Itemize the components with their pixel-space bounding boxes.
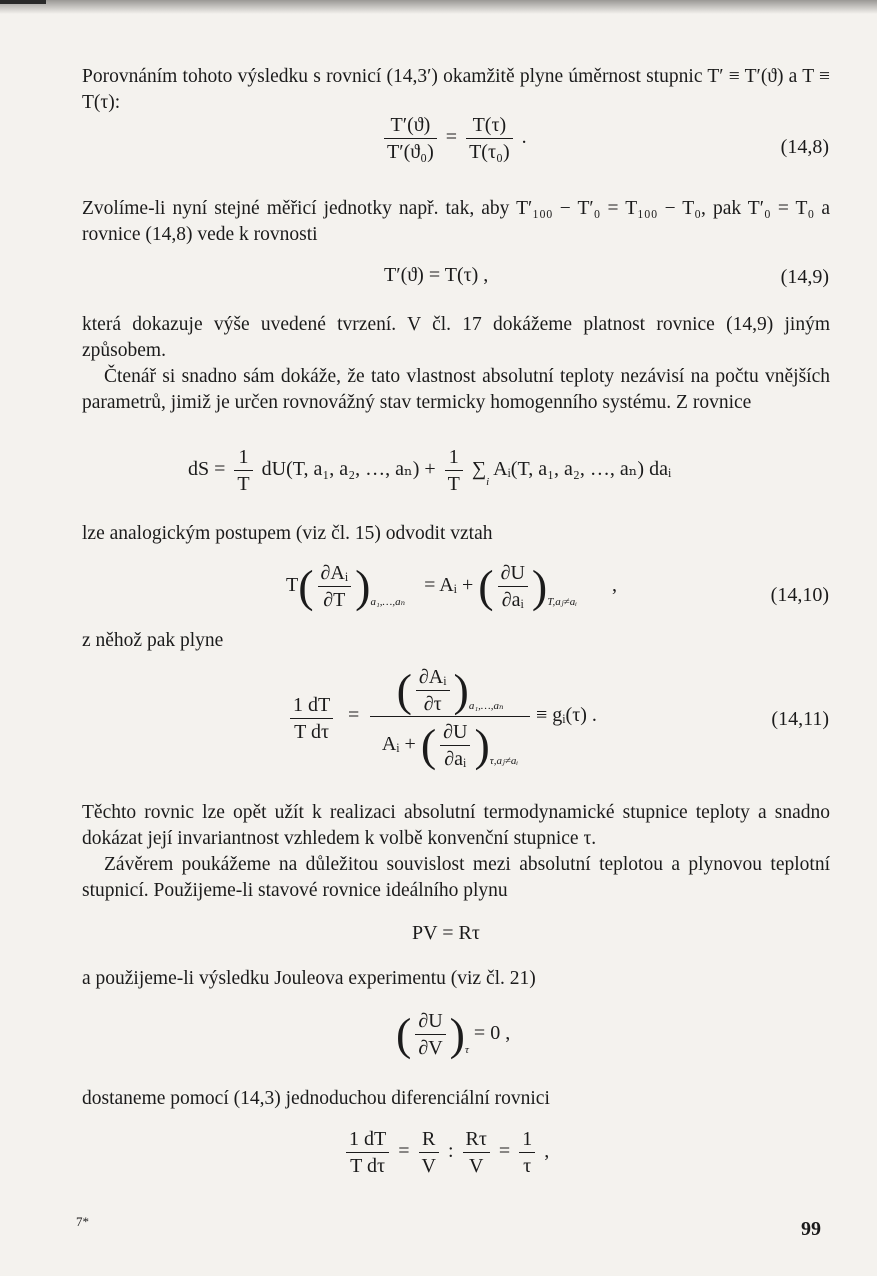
paragraph-8: Závěrem poukážeme na důležitou souvislost mezi absolutní teplotou a plynovou teplotní stupnicí. Použijeme-li stavové rovnice ideálního plynu [82,854,830,901]
numerator: ∂U [415,1008,445,1035]
held-constant-1: a₁,…,aₙ [468,700,504,713]
numerator: T(τ) [466,112,513,139]
right-paren: ) [453,664,469,716]
numerator: R [419,1126,439,1153]
denominator: ∂τ [423,693,442,715]
equals-sign: = [348,704,360,726]
A-plus: Aᵢ + [381,733,416,756]
signature-mark: 7* [76,1214,89,1229]
denominator: ∂aᵢ [501,589,524,611]
fraction-1-over-tau [519,1126,535,1179]
equation-14-8 [380,112,527,165]
equals-g: ≡ gᵢ(τ) . [536,704,597,726]
paragraph-4: Čtenář si snadno sám dokáže, že tato vlastnost absolutní teploty nezávisí na počtu vnějších parametrů, jimiž je určen rovnovážný stav termicky homogenního systému. Z rovnice [82,366,830,413]
right-paren: ) [355,560,371,612]
fraction-1-over-T-2 [445,444,463,497]
one: 1 [293,694,303,716]
equation-label-14-9: (14,9) [780,266,829,288]
fraction-theta [384,112,437,165]
T: T [294,721,307,743]
ds-lhs: dS = [188,458,226,481]
numerator: Rτ [463,1126,490,1153]
held-constant-2: τ,aⱼ≠aᵢ [489,755,519,768]
paragraph-6: z něhož pak plyne [82,630,224,651]
partial-U-over-a [498,560,528,613]
denominator: ∂aᵢ [444,748,467,770]
left-paren: ( [478,560,494,612]
period: . [521,126,527,149]
numerator: ∂Aᵢ [416,664,450,691]
dT: dT [364,1128,387,1150]
page-number: 99 [801,1218,821,1240]
comma: , [544,1140,550,1163]
partial-A-over-T [318,560,352,613]
held-constant: τ [464,1044,469,1057]
scan-shadow [0,0,877,14]
dtau: dτ [367,1155,386,1177]
numerator: 1 [445,444,463,471]
equation-14-11 [286,664,626,782]
held-constant-1: a₁,…,aₙ [370,596,406,609]
work-term: Aᵢ(T, a₁, a₂, …, aₙ) daᵢ [493,458,672,481]
denominator: T [237,473,250,495]
denominator: T(τ₀) [469,141,510,163]
equals-sign: = [398,1140,410,1163]
equals-sign-2: = [498,1140,511,1163]
denominator: T [447,473,460,495]
numerator: 1 [519,1126,535,1153]
numerator [346,1126,389,1153]
numerator: ∂Aᵢ [318,560,352,587]
equals-A: = Aᵢ + [424,574,474,597]
equation-final [342,1126,549,1179]
denominator [290,719,333,745]
partial-U-over-a [440,719,470,772]
held-constant-2: T,aⱼ≠aᵢ [547,596,577,609]
paragraph-7: Těchto rovnic lze opět užít k realizaci absolutní termodynamické stupnice teploty a snadno dokázat její invariantnost vzhledem k volbě konvenční stupnice τ. [82,802,830,849]
equation-ideal-gas: PV = Rτ [412,922,480,944]
numerator: T′(ϑ) [384,112,437,139]
numerator: ∂U [440,719,470,746]
paragraph-9: a použijeme-li výsledku Jouleova experimentu (viz čl. 21) [82,968,536,989]
right-paren: ) [449,1008,465,1060]
equation-14-9: T′(ϑ) = T(τ) , [384,264,489,286]
colon: : [447,1140,454,1163]
numerator: ∂U [498,560,528,587]
partial-A-over-tau [416,664,450,717]
fraction-dT-over-dtau [290,692,333,745]
denominator: τ [523,1155,532,1177]
paragraph-10: dostaneme pomocí (14,3) jednoduchou diferenciální rovnici [82,1088,550,1109]
equals-sign: = [445,126,458,149]
scan-edge-mark [0,0,46,4]
denominator [346,1153,389,1179]
paragraph-3: která dokazuje výše uvedené tvrzení. V čl. 17 dokážeme platnost rovnice (14,9) jiným způsobem. [82,314,830,361]
denominator: V [421,1155,436,1177]
equation-14-10 [286,560,617,613]
fraction-1-over-T [234,444,252,497]
paragraph-5: lze analogickým postupem (viz čl. 15) odvodit vztah [82,523,493,544]
equation-label-14-10: (14,10) [770,584,829,606]
temperature: T [286,574,299,597]
sum-symbol: ∑ [471,458,487,481]
denominator: T′(ϑ₀) [387,141,434,163]
equation-label-14-8: (14,8) [780,136,829,158]
paragraph-2: Zvolíme-li nyní stejné měřicí jednotky např. tak, aby T′₁₀₀ − T′₀ = T₁₀₀ − T₀, pak T′₀ = T₀ a rovnice (14,8) vede k rovnosti [82,198,830,245]
big-denominator [370,717,530,772]
denominator: ∂V [418,1037,443,1059]
right-paren: ) [474,719,490,771]
fraction-Rtau-over-V [463,1126,490,1179]
fraction-dT-over-dtau [346,1126,389,1179]
equation-ds [188,444,671,497]
dT: dT [308,694,331,716]
numerator [290,692,333,719]
fraction-tau [466,112,513,165]
one: 1 [349,1128,359,1150]
fraction-R-over-V [419,1126,439,1179]
sum-index: i [486,476,490,489]
left-paren: ( [298,560,314,612]
left-paren: ( [396,1008,412,1060]
T: T [350,1155,363,1177]
big-fraction [370,664,530,772]
left-paren: ( [396,664,412,716]
equals-zero: = 0 , [473,1022,511,1045]
equation-joule [396,1008,510,1061]
dtau: dτ [311,721,330,743]
denominator: V [468,1155,484,1177]
du-term: dU(T, a₁, a₂, …, aₙ) + [261,458,436,481]
right-paren: ) [531,560,548,612]
big-numerator [370,664,530,717]
comma: , [611,574,617,597]
partial-U-over-V [415,1008,445,1061]
denominator: ∂T [323,589,346,611]
equation-label-14-11: (14,11) [771,708,829,730]
numerator: 1 [234,444,252,471]
paragraph-1: Porovnáním tohoto výsledku s rovnicí (14,3′) okamžitě plyne úměrnost stupnic T′ ≡ T′(ϑ) a T ≡ T(τ): [82,66,830,113]
left-paren: ( [420,719,437,771]
